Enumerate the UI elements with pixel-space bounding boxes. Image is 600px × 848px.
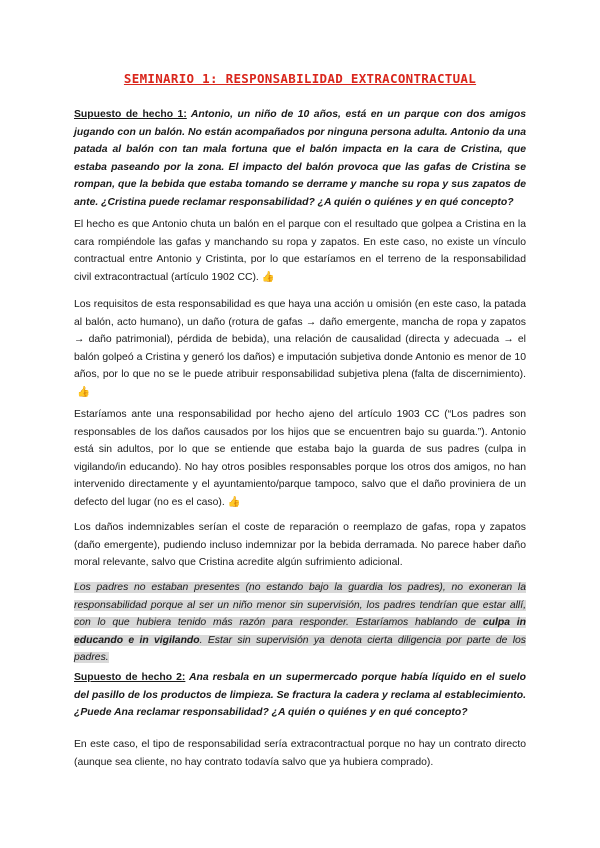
paragraph-2-text: Los requisitos de esta responsabilidad es que haya una acción u omisión (en este caso, la patada al balón, acto humano), un daño (rotura de gafas → daño emergente, mancha de ropa y zapatos → daño patrimonial), pérdida de bebida), una relación de causalidad (directa y adecuada → el balón golpeó a Cristina y generó los daños) e imputación subjetiva donde Antonio es menor de 10 años, por lo que no se le puede atribuir responsabilidad subjetiva plena (falta de discernimiento). [74,299,526,380]
paragraph-4 [74,519,526,572]
paragraph-5 [74,736,526,771]
paragraph-1-text: El hecho es que Antonio chuta un balón en el parque con el resultado que golpea a Cristina en la cara rompiéndole las gafas y manchando su ropa y zapatos. En este caso, no existe un vínculo contractual entre Antonio y Cristinta, por lo que estaríamos en el terreno de la responsabilidad civil extracontractual (artículo 1902 CC). [74,219,526,283]
paragraph-4-text: Los daños indemnizables serían el coste de reparación o reemplazo de gafas, ropa y zapatos (daño emergente), pudiendo incluso indemnizar por la bebida derramada. No parece haber daño moral relevante, salvo que Cristina acredite algún sufrimiento adicional. [74,522,526,568]
highlighted-note [74,579,526,667]
paragraph-1 [74,216,526,286]
note-text-a: Los padres no estaban presentes (no estando bajo la guardia los padres), no exoneran la responsabilidad porque al ser un niño menor sin supervisión, los padres tendrían que estar allí, con lo que hubiera tenido más razón para responder. Estaríamos hablando de [74,582,526,628]
paragraph-5-text: En este caso, el tipo de responsabilidad sería extracontractual porque no hay un contrato directo (aunque sea cliente, no hay contrato todavía salvo que ya hubiera comprado). [74,739,526,768]
note-bold-term: culpa in educando e in vigilando [74,617,526,646]
case-1-label: Supuesto de hecho 1: [74,109,187,120]
case-1-statement [74,106,526,211]
case-2-label: Supuesto de hecho 2: [74,672,186,683]
thumbs-up-icon: 👍 [261,271,275,283]
note-text-b: . Estar sin supervisión ya denota cierta diligencia por parte de los padres. [74,634,527,663]
case-2-statement [74,669,526,722]
page-title: SEMINARIO 1: RESPONSABILIDAD EXTRACONTRACTUAL [123,71,477,86]
thumbs-up-icon: 👍 [227,496,241,508]
paragraph-3 [74,406,526,511]
paragraph-3-text: Estaríamos ante una responsabilidad por hecho ajeno del artículo 1903 CC (“Los padres son responsables de los daños causados por los hijos que se encuentren bajo su guarda.”). Antonio está sin adultos, por lo que se entiende que estaba bajo la guarda de sus padres (culpa in vigilando/in educando). No hay otros posibles responsables porque los otros dos amigos, no han intervenido directamente y el ayuntamiento/parque tampoco, salvo que el daño proviniera de un defecto del lugar (no es el caso). [74,409,526,508]
case-2-text: Ana resbala en un supermercado porque había líquido en el suelo del pasillo de los productos de limpieza. Se fractura la cadera y reclama al establecimiento. ¿Puede Ana reclamar responsabilidad? ¿A quién o quiénes y en qué concepto? [74,672,526,718]
thumbs-up-icon: 👍 [77,386,90,398]
paragraph-2 [74,296,526,401]
case-1-text: Antonio, un niño de 10 años, está en un parque con dos amigos jugando con un balón. No están acompañados por ninguna persona adulta. Antonio da una patada al balón con tan mala fortuna que el balón impacta en la cara de Cristina, que estaba paseando por la zona. El impacto del balón provoca que las gafas de Cristina se rompan, que la bebida que estaba tomando se derrame y manche su ropa y sus zapatos de ante. ¿Cristina puede reclamar responsabilidad? ¿A quién o quiénes y en qué concepto? [74,109,526,208]
